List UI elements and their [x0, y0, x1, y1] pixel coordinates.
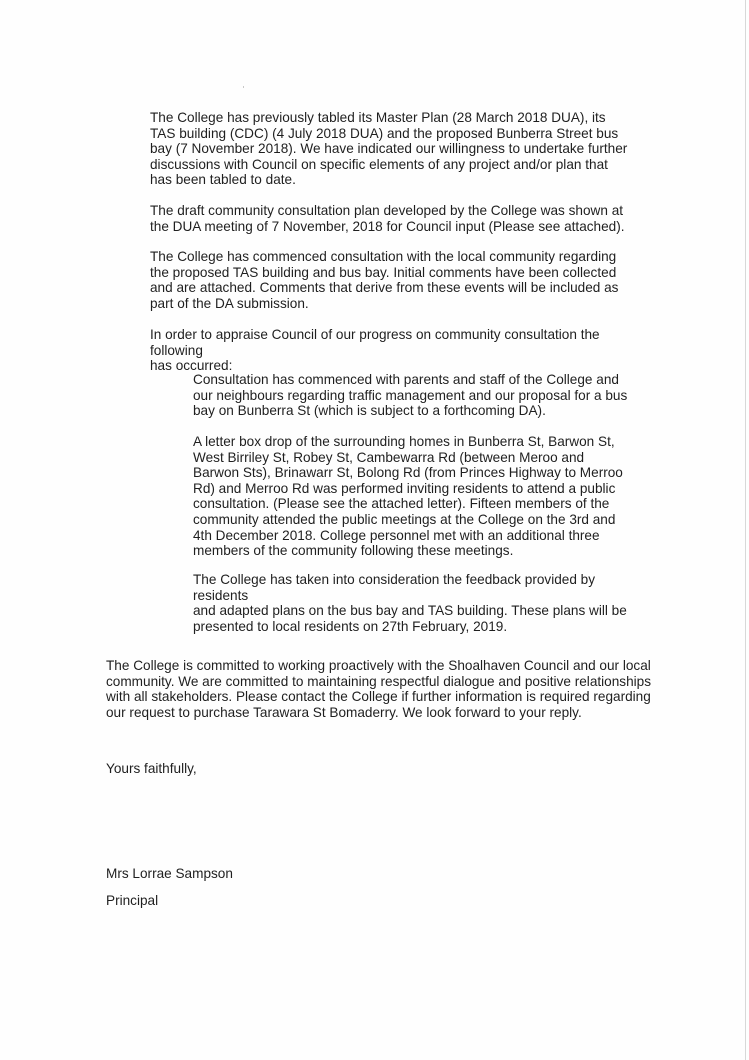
signer-title: Principal	[106, 893, 159, 908]
signoff: Yours faithfully,	[106, 761, 197, 776]
paragraph-master-plan: The College has previously tabled its Master Plan (28 March 2018 DUA), its TAS building (CDC) (4 July 2018 DUA) and the proposed Bunberra Street bus bay (7 November 2018). We have indicated our willingness to undertake further discussions with Council on specific elements of any project and/or plan that has been tabled to date.	[150, 110, 628, 188]
paragraph-consultation-plan: The draft community consultation plan developed by the College was shown at the DUA meeting of 7 November, 2018 for Council input (Please see attached).	[150, 203, 625, 234]
sub-paragraph-parents-staff: Consultation has commenced with parents and staff of the College and our neighbours regarding traffic management and our proposal for a bus bay on Bunberra St (which is subject to a forthcoming DA).	[193, 372, 628, 419]
paragraph-progress-intro: In order to appraise Council of our progress on community consultation the following has occurred:	[150, 327, 600, 374]
paragraph-closing: The College is committed to working proactively with the Shoalhaven Council and our local community. We are committed to maintaining respectful dialogue and positive relationships with all stakeholders. Please contact the College if further information is required regarding our request to purchase Tarawara St Bomaderry. We look forward to your reply.	[106, 658, 652, 720]
sub-paragraph-letter-box-drop: A letter box drop of the surrounding homes in Bunberra St, Barwon St, West Birriley St, Robey St, Cambewarra Rd (between Meroo and Barwon Sts), Brinawarr St, Bolong Rd (from Princes Highway to Merroo Rd) and Merroo Rd was performed inviting residents to attend a public consultation. (Please see the attached letter). Fifteen members of the community attended the public meetings at the College on the 3rd and 4th December 2018. College personnel met with an additional three members of the community following these meetings.	[193, 434, 623, 559]
scan-edge-line	[745, 0, 746, 1060]
sub-paragraph-feedback: The College has taken into consideration the feedback provided by residents and adapted plans on the bus bay and TAS building. These plans will be presented to local residents on 27th February, 2019.	[193, 572, 627, 634]
scan-speck	[243, 86, 244, 88]
signer-name: Mrs Lorrae Sampson	[106, 866, 233, 881]
paragraph-commenced-consultation: The College has commenced consultation with the local community regarding the proposed TAS building and bus bay. Initial comments have been collected and are attached. Comments that derive from these events will be included as part of the DA submission.	[150, 249, 619, 311]
